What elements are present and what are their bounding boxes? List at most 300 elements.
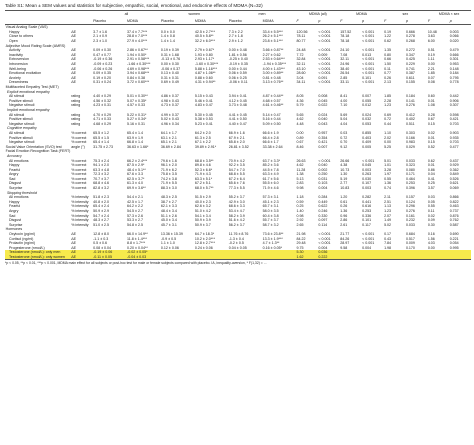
table-cell: 0.67: [427, 117, 435, 122]
table-cell: 6.00: [427, 39, 435, 44]
row-label: Prolactin (ng/ml): [9, 241, 36, 246]
table-cell: 94.1 ± 2.0: [93, 163, 110, 168]
table-cell: 92.2 ± 3.5: [228, 163, 245, 168]
table-cell: 0.347: [405, 52, 415, 57]
table-cell: 0.004: [318, 245, 328, 250]
table-cell: 64.2 ± 2.0: [194, 130, 211, 135]
row-unit: % correct: [71, 130, 87, 135]
table-cell: 1.49: [384, 218, 392, 223]
table-cell: < 0.001: [318, 158, 331, 163]
table-cell: 0.161: [405, 213, 415, 218]
table-cell: 0.045: [318, 98, 328, 103]
table-cell: -1.3 ± 0.4: [228, 236, 244, 241]
table-cell: 27.9 ± 4.0***: [127, 39, 148, 44]
table-cell: -0.19 ± 0.06: [93, 250, 127, 255]
table-cell: 1.30: [340, 172, 348, 177]
table-cell: 5.30 ± 0.45: [194, 112, 213, 117]
table-cell: 0.066: [449, 34, 459, 39]
table-cell: 5.13: [296, 176, 304, 181]
row-label: All emotions: [9, 195, 29, 200]
table-cell: 0.054: [449, 241, 459, 246]
table-cell: 0.55: [427, 204, 435, 209]
table-cell: 0.409: [362, 140, 372, 145]
table-cell: 78.11: [296, 34, 306, 39]
table-cell: 8.46: [296, 144, 304, 149]
table-cell: 4.87 ± 0.44**: [262, 94, 284, 99]
footnote: *p < 0.05, **p < 0.01, ***p < 0.001, MDMA main effect for all subjects or post-hoc test for male or female subjects compared with placebo. IA, inequality-aversion, * F(1,32) = ...: [5, 261, 267, 266]
table-cell: 4.96 ± 0.34: [160, 121, 179, 126]
row-unit: % intensity: [71, 209, 89, 214]
row-label: Implicit emotional empathy: [7, 107, 50, 112]
table-cell: 0.222: [318, 255, 340, 260]
table-cell: 66.2 ± 2.4***: [127, 158, 148, 163]
table-cell: 0.666: [449, 52, 459, 57]
table-cell: 0.44: [384, 121, 392, 126]
table-cell: 85.2 ± 3.6: [262, 163, 279, 168]
table-cell: 0.866: [449, 195, 459, 200]
table-cell: 0.114: [318, 222, 328, 227]
row-label: Progesterone (nmol/L): [9, 245, 45, 250]
table-cell: 68.0 ± 5.7**: [194, 186, 214, 191]
table-cell: 3.66 ± 0.87**: [262, 48, 284, 53]
table-cell: 44.5 ± 7.8: [262, 167, 279, 172]
table-cell: 0.15: [427, 121, 435, 126]
row-label: All stimuli: [9, 112, 25, 117]
table-cell: 72.3 ± 3.2: [93, 172, 110, 177]
table-cell: 4.04: [340, 121, 348, 126]
table-cell: 0.62: [384, 39, 392, 44]
table-cell: 0.031: [318, 176, 328, 181]
table-cell: 0.184: [405, 94, 415, 99]
group-header: MDMA × sex: [438, 12, 460, 17]
table-cell: < 0.001: [318, 48, 331, 53]
table-cell: 2.93 ± 1.17*: [194, 57, 215, 62]
table-cell: 4.62: [296, 163, 304, 168]
table-cell: 2.51: [384, 199, 392, 204]
table-cell: 0.13 ± 0.40: [160, 71, 179, 76]
table-cell: 3.13 ± 0.76**: [262, 80, 284, 85]
table-cell: 0.155: [405, 80, 415, 85]
table-cell: 5.07 ± 0.35*: [127, 98, 147, 103]
table-cell: 31.75 ± 2.73: [93, 144, 114, 149]
table-cell: 0.935: [449, 135, 459, 140]
row-unit: ΔE: [71, 48, 77, 53]
table-cell: 5.09 ± 0.50: [262, 121, 281, 126]
group-header: all: [124, 12, 129, 17]
bottom-rule: [5, 259, 471, 260]
table-cell: 0.795: [449, 75, 459, 80]
table-cell: 67.2 ± 6.4: [228, 176, 245, 181]
table-cell: 67.1 ± 2.2: [194, 140, 211, 145]
row-label: Happy: [9, 29, 20, 34]
table-cell: 21.98: [296, 232, 306, 237]
table-cell: 0.666: [405, 29, 415, 34]
table-cell: 65.8 ± 2.0: [228, 140, 245, 145]
table-cell: 65.7 ± 3.1: [262, 204, 279, 209]
table-cell: 0.62: [427, 158, 435, 163]
table-cell: 42.5 ± 2.7***: [194, 29, 215, 34]
table-cell: 0.157: [405, 195, 415, 200]
table-cell: 0.022: [318, 103, 328, 108]
table-cell: 1.4 ± 1.4: [160, 39, 175, 44]
table-cell: 0.08 ± 0.04: [93, 245, 112, 250]
table-cell: 2.13: [384, 80, 392, 85]
table-cell: 54.7 ± 2.4: [93, 213, 110, 218]
table-cell: 1.93 ± 0.80: [194, 52, 213, 57]
table-cell: < 0.001: [362, 241, 375, 246]
table-cell: < 0.001: [318, 39, 331, 44]
table-cell: 3.73 ± 0.48: [228, 103, 247, 108]
table-cell: 0.60: [427, 94, 435, 99]
table-cell: 0.232: [405, 218, 415, 223]
table-cell: 13.3 ± 1.9***: [262, 236, 283, 241]
table-cell: 63.3 ± 4.8: [93, 167, 110, 172]
table-cell: 8.41: [340, 94, 348, 99]
table-cell: 0.117: [362, 222, 371, 227]
table-cell: 0.01: [427, 135, 435, 140]
table-cell: 2.86: [340, 218, 348, 223]
row-unit: rating: [71, 98, 81, 103]
table-cell: 3.57: [427, 186, 435, 191]
table-cell: 0.587: [449, 222, 459, 227]
table-cell: -0.25 ± 0.40: [228, 57, 248, 62]
table-cell: 3.94 ± 0.41: [228, 94, 247, 99]
table-cell: 65.6 ± 7.6: [228, 181, 245, 186]
table-cell: 0.012: [362, 103, 372, 108]
table-cell: 39.89 ± 2.91*: [194, 144, 217, 149]
table-cell: 75.3 ± 2.4: [93, 158, 110, 163]
table-cell: 1.1 ± 1.0: [160, 241, 175, 246]
table-cell: 1.35: [384, 48, 392, 53]
table-cell: 12.8 ± 2.7***: [194, 241, 215, 246]
table-cell: 63.9 ± 1.9: [127, 135, 143, 140]
table-cell: 7.3 ± 2.2: [228, 29, 243, 34]
table-cell: < 0.001: [362, 236, 375, 241]
table-cell: 1.08: [427, 103, 435, 108]
column-subheader: F: [340, 18, 343, 23]
row-label: Cognitive empathy: [7, 126, 37, 131]
row-unit: % correct: [71, 181, 87, 186]
table-cell: 0.19 ± 0.20: [93, 75, 112, 80]
table-cell: 4.68 ± 0.29: [93, 121, 112, 126]
table-cell: 78.18: [340, 39, 350, 44]
row-unit: rating: [71, 94, 81, 99]
table-cell: 12.8 ± 8.0: [93, 232, 110, 237]
sub-header-row: [5, 18, 471, 25]
table-cell: 1.50: [384, 62, 392, 67]
table-cell: 65.4 ± 1.4: [93, 140, 110, 145]
table-cell: 0.003: [449, 29, 459, 34]
table-cell: 1.97: [384, 172, 392, 177]
table-cell: 0.101: [362, 218, 372, 223]
table-cell: 4.12 ± 0.45: [228, 98, 247, 103]
table-cell: 45.7 ± 3.1: [160, 222, 177, 227]
table-cell: 5.38 ± 0.53: [194, 117, 213, 122]
table-cell: 3.04: [296, 75, 304, 80]
column-subheader: F: [384, 18, 387, 23]
table-cell: 0.171: [405, 172, 415, 177]
table-cell: 0.272: [405, 48, 415, 53]
table-cell: 0.611: [405, 75, 415, 80]
table-cell: 0.43: [384, 236, 392, 241]
row-label: All emotions: [9, 158, 29, 163]
table-cell: < 0.001: [362, 39, 375, 44]
table-cell: 3.63: [427, 34, 435, 39]
table-cell: 71.9 ± 5.5: [160, 181, 177, 186]
table-cell: 0.84 ± 0.38: [127, 75, 145, 80]
table-cell: 63.3 ± 5.1*: [194, 176, 213, 181]
table-cell: 66.9 ± 1.6: [228, 130, 245, 135]
table-cell: 4.48: [296, 121, 304, 126]
table-cell: 0.148: [449, 66, 459, 71]
table-cell: 0.06 ± 0.25: [228, 75, 247, 80]
table-cell: 2.7 ± 1.8: [228, 34, 243, 39]
table-cell: 50.9 ± 2.9: [93, 209, 110, 214]
table-cell: 0.253: [405, 181, 415, 186]
table-cell: 40.0 ± 2.3: [194, 199, 211, 204]
table-cell: 0.69: [384, 112, 392, 117]
table-cell: 0.268: [405, 39, 415, 44]
table-cell: 42.5 ± 1.7: [127, 199, 143, 204]
table-cell: < 0.001: [362, 48, 375, 53]
table-cell: 0.362: [449, 167, 459, 172]
table-cell: 2.3 ± 1.0: [93, 39, 108, 44]
table-cell: 0.19 ± 0.39: [160, 48, 179, 53]
row-unit: % intensity: [71, 199, 89, 204]
table-cell: 0.995: [449, 245, 459, 250]
table-cell: 7.08: [340, 52, 348, 57]
table-cell: 0.25: [296, 204, 304, 209]
table-cell: 2.9 ± 1.2: [228, 39, 243, 44]
table-cell: 0.00 ± 0.44: [228, 66, 247, 71]
row-unit: ΔE: [71, 71, 77, 76]
table-cell: 5.88 ± 1.16***: [194, 66, 217, 71]
table-cell: 0.02: [427, 130, 435, 135]
table-cell: 0.024: [362, 112, 372, 117]
table-cell: 0.06 ± 0.59: [228, 71, 247, 76]
table-cell: 3.00 ± 0.89**: [262, 71, 284, 76]
table-cell: 2.07: [384, 213, 392, 218]
table-cell: 0.330: [318, 213, 328, 218]
table-cell: < 0.001: [362, 158, 375, 163]
table-cell: 33.11: [340, 80, 350, 85]
table-cell: 0.09 ± 0.30: [93, 48, 112, 53]
row-label: Multifaceted Empathy Test (MET): [5, 85, 59, 90]
row-label: Positive stimuli: [9, 98, 33, 103]
table-cell: 0.101: [362, 75, 372, 80]
table-cell: 0.412: [405, 112, 415, 117]
table-cell: 0.81 ± 0.48: [262, 75, 281, 80]
row-label: Social Value Orientation (SVO) test: [5, 144, 62, 149]
row-unit: % correct: [71, 167, 87, 172]
table-cell: 0.762: [449, 218, 459, 223]
table-cell: 0.31 ± 1.68: [160, 52, 179, 57]
table-cell: < 0.001: [362, 34, 375, 39]
row-label: Introversion: [9, 62, 28, 67]
table-cell: 3.28: [384, 167, 392, 172]
table-cell: -0.02 ± 0.05*: [126, 250, 160, 255]
table-cell: 0.336: [362, 213, 372, 218]
table-cell: < 0.001: [362, 57, 375, 62]
table-cell: 4.40 ± 0.47: [228, 121, 247, 126]
table-cell: 40.5 ± 5.8**: [194, 34, 214, 39]
table-cell: 1.36: [384, 181, 392, 186]
table-cell: 0.387: [405, 71, 415, 76]
table-cell: -0.04 ± 0.03: [126, 255, 160, 260]
table-cell: 0.80: [384, 52, 392, 57]
table-cell: 77.3 ± 5.5: [228, 186, 245, 191]
table-cell: 0.045: [362, 163, 372, 168]
table-cell: 87.5 ± 2.9*: [127, 163, 145, 168]
table-cell: 1.22: [384, 34, 392, 39]
table-cell: 55.2 ± 3.7: [228, 195, 245, 200]
table-cell: 4.61 ± 0.46**: [262, 103, 284, 108]
table-cell: 28.97: [340, 241, 350, 246]
table-cell: < 0.001: [362, 232, 375, 237]
table-cell: 1.85: [427, 71, 435, 76]
row-label: Angry: [9, 172, 19, 177]
table-cell: 5.69: [340, 112, 348, 117]
table-cell: 0.463: [449, 204, 459, 209]
table-cell: 0.04 ± 0.05: [228, 245, 247, 250]
table-cell: 4.36: [296, 98, 304, 103]
table-cell: 5.46 ± 0.41: [194, 98, 213, 103]
table-cell: 45.0 ± 3.4: [160, 218, 177, 223]
table-cell: 0.25: [427, 181, 435, 186]
table-cell: 0.74: [384, 186, 392, 191]
table-cell: 0.66: [384, 57, 392, 62]
table-cell: 74.2 ± 3.8: [160, 176, 177, 181]
column-subheader: p: [318, 18, 321, 23]
table-cell: 66.4 ± 2.8: [262, 135, 279, 140]
table-cell: 71.9 ± 4.6: [262, 186, 279, 191]
row-label: All stimuli: [9, 94, 25, 99]
table-cell: 1.38: [296, 172, 304, 177]
table-cell: 55.7 ± 3.7: [262, 218, 279, 223]
table-cell: 0.903: [449, 130, 459, 135]
table-cell: < 0.001: [318, 232, 331, 237]
column-subheader: MDMA: [194, 18, 206, 23]
table-cell: 2.86 ± 0.67**: [127, 48, 148, 53]
table-cell: 26.54: [340, 71, 350, 76]
table-cell: < 0.001: [318, 71, 331, 76]
table-cell: 0.61: [340, 199, 348, 204]
table-cell: 0.00 ± 0.30: [160, 62, 179, 67]
column-subheader: MDMA: [127, 18, 138, 23]
row-unit: ΔE: [71, 236, 77, 241]
table-cell: 79.6 ± 1.6: [160, 158, 177, 163]
table-cell: 67.6 ± 3.3: [127, 172, 143, 177]
table-cell: 51.1 ± 2.6: [160, 213, 177, 218]
table-cell: < 0.001: [318, 62, 331, 67]
column-subheader: Placebo: [228, 18, 242, 23]
table-cell: 32.84: [296, 57, 306, 62]
table-cell: 88.3 ± 3.0: [160, 186, 177, 191]
table-cell: 4.83 ± 0.47: [194, 103, 213, 108]
table-cell: 5.01: [384, 158, 392, 163]
table-cell: -0.19 ± 0.35: [228, 62, 248, 67]
table-cell: 9.98: [296, 186, 304, 191]
table-cell: 66.6 ± 1.9: [262, 130, 279, 135]
table-cell: 65.1 ± 2.1: [160, 140, 177, 145]
column-subheader: p: [405, 18, 408, 23]
table-cell: 0.690: [449, 232, 459, 237]
row-label: Anxiety: [9, 75, 21, 80]
table-cell: 43.10: [296, 66, 306, 71]
column-subheader: F: [427, 18, 431, 23]
table-cell: 0.170: [405, 245, 415, 250]
row-label: Dreaminess: [9, 80, 29, 85]
table-cell: 66.8 ± 1.4: [127, 140, 143, 145]
table-cell: 0.684: [405, 232, 415, 237]
table-cell: 0.442: [449, 94, 459, 99]
table-cell: 0.08: [427, 80, 435, 85]
row-unit: % correct: [71, 186, 87, 191]
row-label: Sad: [9, 213, 16, 218]
row-label: Happy: [9, 199, 20, 204]
table-cell: -0.06 ± 0.11: [228, 80, 248, 85]
table-cell: 32.11: [296, 62, 306, 67]
row-unit: ΔE: [71, 75, 77, 80]
table-cell: 0.276: [405, 103, 415, 108]
table-cell: 89.8 ± 4.6: [194, 163, 211, 168]
table-cell: 0.043: [318, 121, 328, 126]
table-cell: 67.2 ± 5.1: [194, 181, 211, 186]
table-cell: 0.253: [362, 209, 372, 214]
table-cell: < 0.001: [318, 241, 331, 246]
row-label: Angry: [9, 209, 19, 214]
table-cell: 0.855: [362, 130, 372, 135]
table-cell: 0.263: [362, 172, 372, 177]
table-cell: 63.1 ± 2.1: [160, 135, 177, 140]
table-cell: 0.080: [405, 167, 415, 172]
column-subheader: p: [449, 18, 452, 23]
table-cell: 0.00: [384, 140, 392, 145]
row-unit: ΔE: [71, 52, 77, 57]
table-cell: 0.59: [296, 199, 304, 204]
table-cell: 26.2 ± 5.1***: [262, 34, 283, 39]
table-cell: 0.229: [405, 62, 415, 67]
table-cell: 1.62: [296, 255, 318, 260]
table-cell: 1.85: [384, 94, 392, 99]
table-cell: 10.48: [427, 29, 437, 34]
table-cell: -0.13 ± 0.76: [160, 57, 181, 62]
table-cell: 0.703: [449, 121, 459, 126]
table-cell: 0.69 ± 0.49: [160, 80, 179, 85]
table-cell: 0.621: [449, 181, 459, 186]
table-cell: 0.284: [318, 195, 328, 200]
row-label: Positive stimuli: [9, 117, 33, 122]
row-unit: ΔE: [71, 57, 77, 62]
table-cell: 32.2 ± 6.0***: [194, 39, 215, 44]
table-cell: 3.94 ± 0.68***: [127, 71, 150, 76]
row-label: Oxytocin (pg/ml): [9, 232, 36, 237]
table-cell: 48.4 ± 3.4: [160, 209, 177, 214]
table-cell: 4.00 ± 1.43***: [262, 66, 285, 71]
row-unit: % intensity: [71, 204, 89, 209]
table-cell: 4.86 ± 0.37: [160, 94, 179, 99]
table-cell: 60.4 ± 3.8: [262, 213, 279, 218]
table-cell: 52.3 ± 6.6*: [194, 167, 213, 172]
table-cell: 28.8 ± 7.0***: [127, 34, 148, 39]
table-cell: 5.16 ± 0.44: [262, 117, 281, 122]
table-cell: 2.79 ± 0.67*: [194, 48, 215, 53]
table-cell: < 0.001: [362, 29, 375, 34]
row-unit: % correct: [71, 172, 87, 177]
row-label: Negative stimuli: [9, 121, 35, 126]
table-cell: 0.091: [318, 75, 328, 80]
table-cell: 51.8 ± 2.3: [93, 195, 110, 200]
